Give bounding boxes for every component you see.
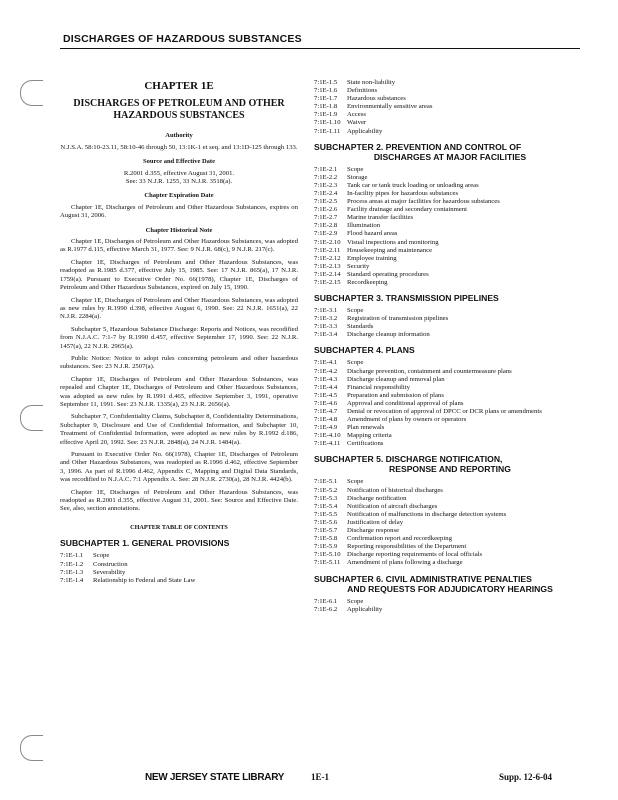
section-number: 7:1E-3.1 bbox=[314, 307, 338, 315]
toc-item bbox=[314, 255, 586, 263]
historical-note: Chapter 1E, Discharges of Petroleum and Other Hazardous Substances, was adopted as R.1977 d.115, effective March 31, 1977. See: 9 N.J.R. 68(c), 9 N.J.R. 217(c). bbox=[60, 238, 298, 254]
toc-list bbox=[314, 166, 586, 287]
section-title: Discharge response bbox=[347, 527, 400, 535]
toc-item bbox=[60, 569, 298, 577]
section-number: 7:1E-4.1 bbox=[314, 359, 338, 367]
section-number: 7:1E-2.9 bbox=[314, 230, 338, 238]
toc-item bbox=[314, 263, 586, 271]
toc-list bbox=[314, 79, 586, 136]
section-number: 7:1E-2.13 bbox=[314, 262, 341, 270]
historical-note: Chapter 1E, Discharges of Petroleum and Other Hazardous Substances, was readopted as R.1985 d.377, effective July 15, 1985. See: 17 N.J.R. 865(a), 17 N.J.R. 1759(a). Pursuant to Executive Order No. 66(1978), Chapter 1E, Discharges of Petroleum and Other Hazardous Substances, expired on July 15, 1990. bbox=[60, 258, 298, 292]
toc-item bbox=[314, 239, 586, 247]
section-title: Environmentally sensitive areas bbox=[347, 103, 433, 111]
section-number: 7:1E-6.2 bbox=[314, 605, 338, 613]
section-number: 7:1E-1.9 bbox=[314, 111, 338, 119]
section-title: Denial or revocation of approval of DPCC or DCR plans or amendments bbox=[347, 408, 542, 415]
subchapter-title-cont: DISCHARGES AT MAJOR FACILITIES bbox=[373, 151, 527, 162]
section-number: 7:1E-5.4 bbox=[314, 502, 338, 510]
section-title: Access bbox=[347, 111, 366, 119]
section-title: Discharge notification bbox=[347, 494, 407, 502]
section-number: 7:1E-1.5 bbox=[314, 79, 338, 86]
section-number: 7:1E-5.6 bbox=[314, 518, 338, 526]
toc-list bbox=[314, 478, 586, 567]
section-title: Severability bbox=[93, 569, 126, 577]
section-number: 7:1E-6.1 bbox=[314, 597, 338, 605]
toc-item bbox=[314, 535, 586, 543]
toc-item bbox=[314, 198, 586, 206]
section-number: 7:1E-4.7 bbox=[314, 408, 338, 415]
section-title: Financial responsibility bbox=[347, 383, 410, 391]
toc-item bbox=[314, 95, 586, 103]
toc-item bbox=[314, 495, 586, 503]
source-line: See: 33 N.J.R. 1255, 33 N.J.R. 3518(a). bbox=[125, 178, 233, 186]
page-number: 1E-1 bbox=[311, 772, 329, 782]
section-title: Scope bbox=[347, 359, 364, 367]
section-title: Certifications bbox=[347, 440, 384, 448]
section-number: 7:1E-5.2 bbox=[314, 486, 338, 494]
section-title: Facility drainage and secondary containment bbox=[347, 206, 467, 214]
toc-item bbox=[314, 230, 586, 238]
toc-item bbox=[314, 279, 586, 287]
toc-item bbox=[314, 359, 586, 367]
section-number: 7:1E-2.8 bbox=[314, 222, 338, 230]
toc-item bbox=[314, 519, 586, 527]
section-title: Preparation and submission of plans bbox=[347, 391, 444, 399]
toc-item bbox=[314, 307, 586, 315]
toc-item bbox=[314, 416, 586, 424]
section-number: 7:1E-1.7 bbox=[314, 95, 338, 103]
section-number: 7:1E-4.5 bbox=[314, 391, 338, 399]
section-number: 7:1E-5.10 bbox=[314, 551, 341, 559]
authority-text: N.J.S.A. 58:10-23.11, 58:10-46 through 50, 13:1K-1 et seq. and 13:1D-125 through 133. bbox=[60, 143, 298, 151]
historical-note: Public Notice: Notice to adopt rules concerning petroleum and other hazardous substances. See: 23 N.J.R. 2507(a). bbox=[60, 354, 298, 371]
section-title: Mapping criteria bbox=[347, 432, 392, 440]
toc-item bbox=[314, 247, 586, 255]
section-title: Waiver bbox=[347, 119, 367, 127]
section-title: Process areas at major facilities for hazardous substances bbox=[347, 198, 500, 206]
section-number: 7:1E-1.2 bbox=[60, 560, 84, 568]
left-column bbox=[60, 78, 298, 586]
historical-note: Chapter 1E, Discharges of Petroleum and Other Hazardous Substances, was repealed and Chapter 1E, Discharges of Petroleum and Other Hazardous Substances, was adopted as new rules by R.1991 d.465, effective September 3, 1991, operative September 11, 1991. See: 23 N.J.R. 1335(a), 23 N.J.R. 2656(a). bbox=[60, 375, 298, 408]
section-number: 7:1E-3.3 bbox=[314, 323, 338, 331]
section-title: Notification of aircraft discharges bbox=[347, 502, 438, 510]
section-number: 7:1E-3.2 bbox=[314, 315, 338, 323]
section-number: 7:1E-1.8 bbox=[314, 103, 338, 111]
toc-item bbox=[314, 543, 586, 551]
section-number: 7:1E-1.4 bbox=[60, 577, 84, 585]
section-title: Amendment of plans following a discharge bbox=[347, 559, 463, 567]
toc-list bbox=[314, 598, 586, 614]
toc-item bbox=[314, 384, 586, 392]
subchapter-title: SUBCHAPTER 2. PREVENTION AND CONTROL OF bbox=[314, 141, 522, 152]
section-number: 7:1E-5.1 bbox=[314, 478, 338, 486]
section-title: Scope bbox=[347, 165, 364, 173]
subchapter-heading: SUBCHAPTER 1. GENERAL PROVISIONS bbox=[60, 538, 230, 549]
section-title: Housekeeping and maintenance bbox=[347, 246, 433, 254]
subchapter-heading bbox=[314, 454, 586, 474]
toc-item bbox=[314, 392, 586, 400]
section-title: Justification of delay bbox=[347, 518, 404, 526]
section-number: 7:1E-2.11 bbox=[314, 246, 341, 254]
toc-item bbox=[314, 408, 586, 416]
subchapter-title-cont: RESPONSE AND REPORTING bbox=[389, 464, 511, 475]
section-title: Employee training bbox=[347, 254, 397, 262]
section-title: Standards bbox=[347, 323, 374, 331]
toc-item bbox=[314, 400, 586, 408]
section-title: Marine transfer facilities bbox=[347, 214, 414, 222]
punch-hole bbox=[20, 80, 43, 106]
section-number: 7:1E-4.10 bbox=[314, 432, 341, 440]
historical-note: Chapter 1E, Discharges of Petroleum and Other Hazardous Substances, was readopted as R.2001 d.355, effective August 31, 2001. See: Source and Effective Date. See, also, section annotations. bbox=[60, 488, 298, 513]
toc-list bbox=[314, 307, 586, 339]
toc-item bbox=[314, 376, 586, 384]
section-title: Flood hazard areas bbox=[347, 230, 398, 238]
toc-item bbox=[314, 214, 586, 222]
toc-list bbox=[314, 359, 586, 448]
section-title: Tank car or tank truck loading or unloading areas bbox=[347, 181, 479, 189]
section-title: Plan renewals bbox=[347, 424, 385, 432]
subchapter-heading bbox=[314, 574, 586, 594]
section-number: 7:1E-5.7 bbox=[314, 527, 338, 535]
chapter-title: DISCHARGES OF PETROLEUM AND OTHER HAZARDOUS SUBSTANCES bbox=[73, 98, 285, 122]
toc-item bbox=[314, 503, 586, 511]
library-stamp: NEW JERSEY STATE LIBRARY bbox=[145, 772, 285, 783]
section-number: 7:1E-1.1 bbox=[60, 552, 84, 560]
toc-item bbox=[60, 552, 298, 560]
section-title: Notification of malfunctions in discharge detection systems bbox=[347, 510, 507, 518]
section-number: 7:1E-4.6 bbox=[314, 399, 338, 407]
toc-item bbox=[314, 511, 586, 519]
section-number: 7:1E-1.3 bbox=[60, 569, 84, 577]
section-number: 7:1E-2.1 bbox=[314, 165, 338, 173]
toc-item bbox=[314, 487, 586, 495]
source-line: R.2001 d.355, effective August 31, 2001. bbox=[123, 169, 235, 177]
toc-item bbox=[314, 527, 586, 535]
section-number: 7:1E-2.12 bbox=[314, 254, 341, 262]
historical-note: Pursuant to Executive Order No. 66(1978), Chapter 1E, Discharges of Petroleum and Other Hazardous Substances, was readopted as R.1996 d.462, effective September 3, 1996. As part of R.1996 d.462, Appendix C, Mapping and Digital Data Standards, was recodified to N.J.A.C. 7:1 Appendix A. See: 28 N.J.R. 2730(a), 28 N.J.R. 4424(b). bbox=[60, 451, 298, 484]
section-number: 7:1E-2.15 bbox=[314, 278, 341, 286]
toc-item bbox=[314, 559, 586, 567]
running-head: DISCHARGES OF HAZARDOUS SUBSTANCES bbox=[63, 33, 302, 45]
section-title: Relationship to Federal and State Law bbox=[93, 577, 196, 585]
section-number: 7:1E-2.7 bbox=[314, 214, 338, 222]
toc-item bbox=[314, 432, 586, 440]
section-number: 7:1E-2.4 bbox=[314, 189, 338, 197]
toc-item bbox=[314, 103, 586, 111]
subchapter-heading bbox=[314, 142, 586, 162]
section-number: 7:1E-1.6 bbox=[314, 87, 338, 95]
toc-item bbox=[314, 606, 586, 614]
section-title: Definitions bbox=[347, 87, 378, 95]
section-number: 7:1E-5.3 bbox=[314, 494, 338, 502]
toc-item bbox=[314, 166, 586, 174]
section-number: 7:1E-1.10 bbox=[314, 119, 341, 127]
historical-note: Subchapter 7, Confidentiality Claims, Subchapter 8, Confidentiality Determinations, Subchapter 9, Disclosure and Use of Confidential Information, and Subchapter 10, Treatment of Confidential Information, were adopted as new rules by R.1992 d.186, effective April 20, 1992. See: 23 N.J.R. 2848(a), 24 N.J.R. 1484(a). bbox=[60, 413, 298, 446]
toc-item bbox=[314, 271, 586, 279]
section-title: Reporting responsibilities of the Department bbox=[347, 543, 467, 551]
section-number: 7:1E-4.9 bbox=[314, 424, 338, 432]
historical-heading: Chapter Historical Note bbox=[145, 226, 213, 234]
section-title: Confirmation report and recordkeeping bbox=[347, 535, 452, 543]
toc-item bbox=[314, 222, 586, 230]
toc-item bbox=[314, 128, 586, 136]
section-title: In-facility pipes for hazardous substances bbox=[347, 189, 459, 197]
section-number: 7:1E-4.4 bbox=[314, 383, 338, 391]
section-title: Visual inspections and monitoring bbox=[347, 238, 439, 246]
toc-item bbox=[314, 478, 586, 486]
section-number: 7:1E-1.11 bbox=[314, 127, 341, 135]
section-number: 7:1E-2.3 bbox=[314, 181, 338, 189]
section-number: 7:1E-2.14 bbox=[314, 270, 341, 278]
section-number: 7:1E-5.11 bbox=[314, 559, 341, 567]
toc-list bbox=[60, 552, 298, 586]
toc-item bbox=[314, 119, 586, 127]
section-title: Applicability bbox=[347, 605, 383, 613]
punch-hole bbox=[20, 405, 43, 431]
section-number: 7:1E-5.8 bbox=[314, 535, 338, 543]
section-title: Scope bbox=[347, 307, 364, 315]
section-title: Security bbox=[347, 262, 370, 270]
section-title: Notification of historical discharges bbox=[347, 486, 443, 494]
toc-item bbox=[314, 190, 586, 198]
toc-item bbox=[314, 87, 586, 95]
toc-item bbox=[314, 598, 586, 606]
section-title: Illumination bbox=[347, 222, 381, 230]
section-title: Discharge cleanup and removal plan bbox=[347, 375, 445, 383]
subchapter-heading: SUBCHAPTER 4. PLANS bbox=[314, 345, 415, 356]
section-title: Construction bbox=[93, 560, 128, 568]
punch-hole bbox=[20, 735, 43, 761]
subchapter-heading: SUBCHAPTER 3. TRANSMISSION PIPELINES bbox=[314, 293, 499, 304]
section-number: 7:1E-4.8 bbox=[314, 416, 338, 424]
toc-item bbox=[314, 368, 586, 376]
section-title: Approval and conditional approval of plans bbox=[347, 399, 464, 407]
toc-item bbox=[314, 182, 586, 190]
section-title: Standard operating procedures bbox=[347, 270, 429, 278]
chapter-number: CHAPTER 1E bbox=[144, 80, 214, 92]
toc-item bbox=[314, 111, 586, 119]
section-title: Hazardous substances bbox=[347, 95, 406, 103]
toc-heading: CHAPTER TABLE OF CONTENTS bbox=[130, 523, 228, 531]
section-title: Discharge prevention, containment and countermeasure plans bbox=[347, 367, 512, 375]
section-title: Registration of transmission pipelines bbox=[347, 315, 449, 323]
expiration-text: Chapter 1E, Discharges of Petroleum and Other Hazardous Substances, expires on August 31, 2006. bbox=[60, 203, 298, 220]
toc-item bbox=[314, 440, 586, 448]
section-number: 7:1E-4.2 bbox=[314, 367, 338, 375]
section-number: 7:1E-2.5 bbox=[314, 198, 338, 206]
toc-item bbox=[314, 174, 586, 182]
subchapter-title-cont: AND REQUESTS FOR ADJUDICATORY HEARINGS bbox=[347, 583, 553, 594]
section-title: Discharge reporting requirements of local officials bbox=[347, 551, 483, 559]
source-heading: Source and Effective Date bbox=[143, 158, 215, 166]
section-number: 7:1E-4.11 bbox=[314, 440, 341, 448]
section-title: Recordkeeping bbox=[347, 278, 388, 286]
right-column bbox=[314, 79, 586, 614]
supplement-date: Supp. 12-6-04 bbox=[499, 772, 553, 782]
toc-item bbox=[60, 577, 298, 585]
section-title: Discharge cleanup information bbox=[347, 331, 430, 339]
subchapter-title: SUBCHAPTER 5. DISCHARGE NOTIFICATION, bbox=[314, 454, 503, 465]
section-number: 7:1E-2.6 bbox=[314, 206, 338, 214]
toc-item bbox=[314, 424, 586, 432]
historical-note: Chapter 1E, Discharges of Petroleum and Other Hazardous Substances, was adopted as new rules by R.1990 d.398, effective August 6, 1990. See: 22 N.J.R. 1651(a), 22 N.J.R. 2284(a). bbox=[60, 296, 298, 321]
toc-item bbox=[314, 551, 586, 559]
section-title: State non-liability bbox=[347, 79, 396, 86]
toc-item bbox=[314, 331, 586, 339]
section-title: Scope bbox=[347, 597, 364, 605]
section-number: 7:1E-5.9 bbox=[314, 543, 338, 551]
header-rule bbox=[60, 48, 580, 49]
toc-item bbox=[314, 315, 586, 323]
section-title: Applicability bbox=[347, 127, 383, 135]
toc-item bbox=[314, 206, 586, 214]
section-title: Storage bbox=[347, 173, 368, 181]
section-number: 7:1E-2.10 bbox=[314, 238, 341, 246]
section-number: 7:1E-5.5 bbox=[314, 510, 338, 518]
historical-note: Subchapter 5, Hazardous Substance Discharge: Reports and Notices, was recodified from N.J.A.C. 7:1-7 by R.1990 d.457, effective September 17, 1990. See: 22 N.J.R. 1457(a), 22 N.J.R. 2965(a). bbox=[60, 325, 298, 350]
section-number: 7:1E-2.2 bbox=[314, 173, 338, 181]
section-title: Amendment of plans by owners or operators bbox=[347, 416, 467, 424]
section-title: Scope bbox=[93, 552, 110, 560]
section-number: 7:1E-4.3 bbox=[314, 375, 338, 383]
subchapter-title: SUBCHAPTER 6. CIVIL ADMINISTRATIVE PENALTIES bbox=[314, 573, 532, 584]
expiration-heading: Chapter Expiration Date bbox=[144, 192, 214, 200]
section-title: Scope bbox=[347, 478, 364, 486]
toc-item bbox=[60, 561, 298, 569]
toc-item bbox=[314, 323, 586, 331]
authority-heading: Authority bbox=[165, 132, 193, 140]
section-number: 7:1E-3.4 bbox=[314, 331, 338, 339]
toc-item bbox=[314, 79, 586, 87]
